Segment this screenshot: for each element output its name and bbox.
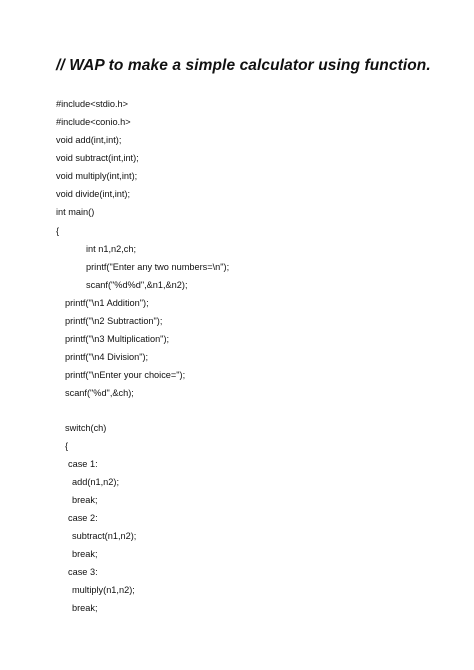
code-line: printf("Enter any two numbers=\n");	[86, 262, 230, 272]
code-line: scanf("%d",&ch);	[65, 388, 134, 398]
code-line: void divide(int,int);	[56, 189, 131, 199]
code-line: printf("\n1 Addition");	[65, 298, 149, 308]
code-line: printf("\n4 Division");	[65, 352, 149, 362]
code-line: int main()	[56, 207, 95, 217]
code-line: break;	[72, 495, 98, 505]
code-line: scanf("%d%d",&n1,&n2);	[86, 280, 188, 290]
code-line: void multiply(int,int);	[56, 171, 138, 181]
code-line: int n1,n2,ch;	[86, 244, 137, 254]
code-line: case 1:	[68, 459, 98, 469]
code-line: printf("\n2 Subtraction");	[65, 316, 163, 326]
code-line: void add(int,int);	[56, 135, 122, 145]
code-line: case 2:	[68, 513, 98, 523]
code-line: printf("\nEnter your choice=");	[65, 370, 186, 380]
code-line: break;	[72, 603, 98, 613]
code-line: add(n1,n2);	[72, 477, 119, 487]
code-line: switch(ch)	[65, 423, 107, 433]
code-line: subtract(n1,n2);	[72, 531, 137, 541]
code-line: {	[56, 226, 60, 236]
code-line: break;	[72, 549, 98, 559]
code-line: printf("\n3 Multiplication");	[65, 334, 170, 344]
code-line: #include<conio.h>	[56, 117, 131, 127]
document-title: // WAP to make a simple calculator using function.	[56, 57, 431, 74]
code-line: multiply(n1,n2);	[72, 585, 135, 595]
code-line: {	[65, 441, 69, 451]
code-line: case 3:	[68, 567, 98, 577]
code-line: void subtract(int,int);	[56, 153, 139, 163]
code-line: #include<stdio.h>	[56, 99, 129, 109]
